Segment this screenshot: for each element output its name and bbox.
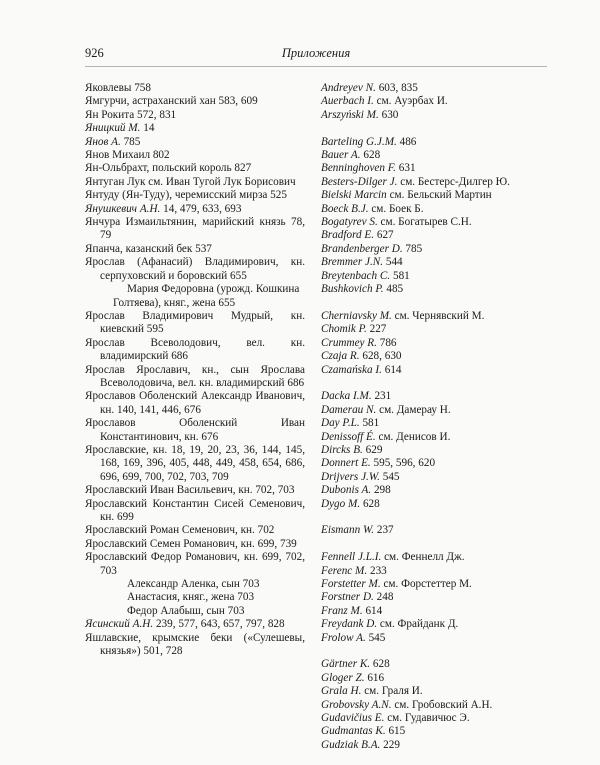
index-entry: Ярослав Ярославич, кн., сын Ярослава Всеволодовича, вел. кн. владимирский 686 bbox=[85, 363, 305, 389]
running-title: Приложения bbox=[281, 46, 351, 60]
index-entry: Andreyev N. 603, 835 bbox=[321, 82, 418, 94]
author-name: Boeck B.J. bbox=[321, 202, 369, 215]
author-name: Fennell J.L.I. bbox=[321, 551, 382, 564]
index-entry: Grobovsky A.N. см. Гробовский А.Н. bbox=[321, 698, 493, 711]
index-entry: Ярославов Оболенский Иван Константинович, кн. 676 bbox=[85, 417, 305, 443]
group-gap bbox=[321, 538, 547, 551]
index-entry: Яницкий М. 14 bbox=[85, 122, 155, 135]
author-name: Янов А. bbox=[85, 135, 121, 148]
index-subentry: Александр Аленка, сын 703 bbox=[127, 578, 260, 591]
author-name: Andreyev N. bbox=[321, 82, 376, 94]
author-name: Bremmer J.N. bbox=[321, 256, 384, 269]
author-name: Arszyński M. bbox=[321, 108, 379, 121]
author-name: Grobovsky A.N. bbox=[321, 698, 392, 711]
page-header bbox=[85, 46, 547, 67]
index-entry: Franz M. 614 bbox=[321, 604, 383, 617]
index-entry: Яшлавские, крымские беки («Сулешевы, князья») 501, 728 bbox=[85, 631, 305, 658]
index-entry: Bremmer J.N. 544 bbox=[321, 256, 403, 269]
author-name: Barteling G.J.M. bbox=[321, 135, 397, 148]
index-entry: Drijvers J.W. 545 bbox=[321, 470, 400, 483]
author-name: Dygo M. bbox=[321, 497, 361, 510]
index-entry: Ярослав (Афанасий) Владимирович, кн. серпуховский и боровский 655 bbox=[85, 256, 305, 282]
group-gap bbox=[321, 645, 547, 658]
index-entry: Forstner D. 248 bbox=[321, 591, 394, 604]
left-column bbox=[85, 82, 305, 752]
author-name: Eismann W. bbox=[321, 524, 375, 537]
author-name: Frolow A. bbox=[321, 631, 366, 644]
index-entry: Day P.L. 581 bbox=[321, 417, 380, 430]
index-entry: Grala H. см. Граля И. bbox=[321, 685, 423, 698]
index-entry: Czamańska I. 614 bbox=[321, 363, 402, 376]
index-entry: Янушкевич А.Н. 14, 479, 633, 693 bbox=[85, 202, 242, 215]
group-gap bbox=[321, 511, 547, 524]
author-name: Ясинский А.Н. bbox=[85, 618, 154, 631]
index-entry: Damerau N. см. Дамерау Н. bbox=[321, 403, 451, 416]
index-entry: Breytenbach C. 581 bbox=[321, 269, 410, 282]
index-entry: Янчура Измаильтянин, марийский князь 78, 79 bbox=[85, 216, 305, 242]
author-name: Breytenbach C. bbox=[321, 269, 391, 282]
author-name: Gudmantas K. bbox=[321, 725, 386, 738]
index-entry: Forstetter M. см. Форстеттер М. bbox=[321, 577, 472, 590]
author-name: Bradford E. bbox=[321, 229, 375, 242]
index-subentry: Федор Алабыш, сын 703 bbox=[127, 604, 245, 617]
index-entry: Bauer A. 628 bbox=[321, 149, 381, 162]
index-entry: Dygo M. 628 bbox=[321, 497, 380, 510]
index-subentry: Мария Федоровна (урожд. Кошкина Голтяева), княг., жена 655 bbox=[113, 283, 300, 309]
index-entry: Crummey R. 786 bbox=[321, 336, 397, 349]
author-name: Gudziak B.A. bbox=[321, 738, 381, 751]
index-entry: Янов А. 785 bbox=[85, 135, 141, 148]
index-entry: Gärtner K. 628 bbox=[321, 658, 390, 671]
index-subentry: Анастасия, княг., жена 703 bbox=[127, 591, 255, 604]
right-column bbox=[321, 82, 547, 752]
group-gap bbox=[321, 122, 547, 135]
author-name: Benninghoven F. bbox=[321, 162, 396, 175]
author-name: Brandenberger D. bbox=[321, 242, 403, 255]
author-name: Damerau N. bbox=[321, 403, 377, 416]
group-gap bbox=[321, 377, 547, 390]
author-name: Crummey R. bbox=[321, 336, 377, 349]
author-name: Dircks B. bbox=[321, 443, 363, 456]
author-name: Gloger Z. bbox=[321, 671, 365, 684]
index-entry: Ярославский Роман Семенович, кн. 702 bbox=[85, 524, 275, 537]
author-name: Besters-Dilger J. bbox=[321, 175, 398, 188]
index-entry: Cherniavsky M. см. Чернявский М. bbox=[321, 309, 485, 322]
author-name: Ferenc M. bbox=[321, 564, 368, 577]
index-entry: Ярославский Иван Васильевич, кн. 702, 703 bbox=[85, 484, 295, 497]
author-name: Forstner D. bbox=[321, 591, 374, 604]
author-name: Drijvers J.W. bbox=[321, 470, 380, 483]
index-entry: Ян Рокита 572, 831 bbox=[85, 108, 177, 121]
index-entry: Ярослав Владимирович Мудрый, кн. киевский 595 bbox=[85, 309, 305, 336]
index-entry: Gudmantas K. 615 bbox=[321, 725, 406, 738]
index-entry: Bradford E. 627 bbox=[321, 229, 394, 242]
index-entry: Donnert E. 595, 596, 620 bbox=[321, 457, 436, 470]
index-entry: Япанча, казанский бек 537 bbox=[85, 242, 212, 255]
author-name: Gudavičius E. bbox=[321, 712, 385, 724]
index-entry: Boeck B.J. см. Боек Б. bbox=[321, 202, 424, 215]
index-entry: Bushkovich P. 485 bbox=[321, 283, 404, 296]
index-entry: Arszyński M. 630 bbox=[321, 108, 399, 121]
author-name: Freydank D. bbox=[321, 618, 378, 631]
author-name: Bauer A. bbox=[321, 149, 361, 162]
index-entry: Яковлевы 758 bbox=[85, 82, 151, 94]
index-entry: Barteling G.J.M. 486 bbox=[321, 135, 417, 148]
index-entry: Gudziak B.A. 229 bbox=[321, 738, 400, 751]
index-entry: Янов Михаил 802 bbox=[85, 149, 170, 162]
author-name: Day P.L. bbox=[321, 417, 360, 430]
author-name: Donnert E. bbox=[321, 457, 371, 470]
author-name: Auerbach I. bbox=[321, 95, 374, 108]
index-entry: Dubonis A. 298 bbox=[321, 484, 391, 497]
index-entry: Frolow A. 545 bbox=[321, 631, 386, 644]
author-name: Forstetter M. bbox=[321, 577, 381, 590]
author-name: Bielski Marcin bbox=[321, 189, 387, 202]
index-entry: Ярослав Всеволодович, вел. кн. владимирский 686 bbox=[85, 336, 305, 363]
author-name: Яницкий М. bbox=[85, 122, 141, 135]
index-entry: Dircks B. 629 bbox=[321, 443, 383, 456]
index-entry: Fennell J.L.I. см. Феннелл Дж. bbox=[321, 551, 465, 564]
author-name: Czaja R. bbox=[321, 350, 360, 363]
author-name: Denissoff É. bbox=[321, 430, 376, 443]
index-entry: Ярославские, кн. 18, 19, 20, 23, 36, 144, 145, 168, 169, 396, 405, 448, 449, 458, 654, 686, 696, 699, 700, 702, 703, 709 bbox=[85, 443, 305, 483]
index-entry: Eismann W. 237 bbox=[321, 524, 394, 537]
index-entry: Ямгурчи, астраханский хан 583, 609 bbox=[85, 95, 258, 108]
index-entry: Ярославов Оболенский Александр Иванович, кн. 140, 141, 446, 676 bbox=[85, 390, 305, 416]
author-name: Bogatyrev S. bbox=[321, 216, 378, 229]
index-entry: Янтуду (Ян-Туду), черемисский мирза 525 bbox=[85, 189, 287, 202]
index-entry: Ясинский А.Н. 239, 577, 643, 657, 797, 828 bbox=[85, 618, 285, 631]
author-name: Gärtner K. bbox=[321, 658, 371, 671]
index-entry: Bielski Marcin см. Бельский Мартин bbox=[321, 189, 492, 202]
author-name: Dacka I.M. bbox=[321, 390, 372, 403]
index-entry: Gudavičius E. см. Гудавичюс Э. bbox=[321, 712, 470, 724]
group-gap bbox=[321, 296, 547, 309]
index-columns bbox=[85, 82, 547, 752]
author-name: Grala H. bbox=[321, 685, 362, 698]
author-name: Янушкевич А.Н. bbox=[85, 202, 161, 215]
index-entry: Ярославский Константин Сисей Семенович, кн. 699 bbox=[85, 497, 305, 523]
author-name: Dubonis A. bbox=[321, 484, 372, 497]
index-entry: Янтуган Лук см. Иван Тугой Лук Борисович bbox=[85, 175, 296, 188]
index-entry: Besters-Dilger J. см. Бестерс-Дилгер Ю. bbox=[321, 175, 510, 188]
author-name: Chomik P. bbox=[321, 323, 367, 336]
index-entry: Chomik P. 227 bbox=[321, 323, 387, 336]
author-name: Bushkovich P. bbox=[321, 283, 384, 296]
page-number: 926 bbox=[85, 46, 104, 60]
author-name: Czamańska I. bbox=[321, 363, 382, 376]
index-entry: Auerbach I. см. Ауэрбах И. bbox=[321, 95, 448, 108]
index-entry: Bogatyrev S. см. Богатырев С.Н. bbox=[321, 216, 472, 229]
index-entry: Denissoff É. см. Денисов И. bbox=[321, 430, 451, 443]
index-entry: Brandenberger D. 785 bbox=[321, 242, 423, 255]
author-name: Cherniavsky M. bbox=[321, 309, 392, 322]
index-entry: Dacka I.M. 231 bbox=[321, 390, 392, 403]
index-entry: Freydank D. см. Фрайданк Д. bbox=[321, 618, 459, 631]
index-entry: Benninghoven F. 631 bbox=[321, 162, 416, 175]
author-name: Franz M. bbox=[321, 604, 363, 617]
index-entry: Ярославский Федор Романович, кн. 699, 702, 703 bbox=[85, 551, 305, 577]
index-entry: Ян-Ольбрахт, польский король 827 bbox=[85, 162, 252, 175]
index-entry: Ferenc M. 233 bbox=[321, 564, 387, 577]
index-entry: Czaja R. 628, 630 bbox=[321, 350, 402, 363]
index-entry: Ярославский Семен Романович, кн. 699, 739 bbox=[85, 537, 297, 550]
index-entry: Gloger Z. 616 bbox=[321, 671, 385, 684]
